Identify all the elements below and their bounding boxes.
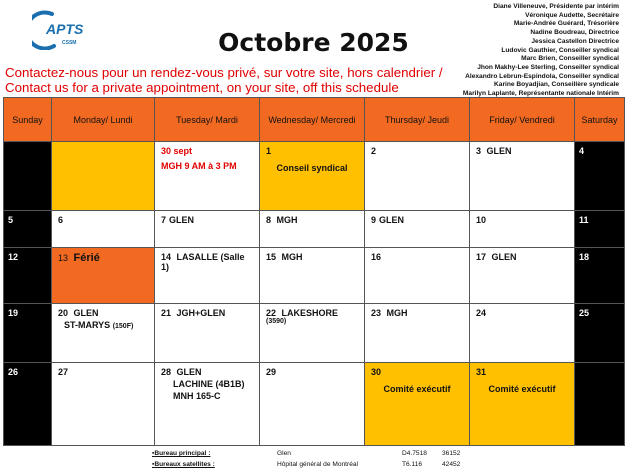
event-room: (3590) [266, 317, 287, 325]
board-member: Marie-Andrée Guérard, Trésorière [513, 20, 619, 28]
office-label: ▪Bureau principal : [152, 450, 211, 457]
day-cell-sunday: 5 [4, 211, 52, 248]
office-footer [152, 448, 622, 470]
office-row-main [152, 448, 622, 459]
office-extension: 42452 [442, 461, 461, 468]
day-cell [365, 303, 470, 363]
day-number: 8 [266, 215, 272, 226]
day-event: Conseil syndical [276, 163, 348, 173]
board-member: Jessica Castellon Directrice [531, 37, 619, 45]
holiday-label: Férié [73, 251, 100, 264]
event-location: ST-MARYS [64, 319, 111, 330]
office-site: Hôpital général de Montréal [277, 461, 359, 468]
board-member: Ludovic Gauthier, Conseiller syndical [501, 46, 619, 54]
day-cell-saturday: 4 [575, 142, 625, 211]
header-wednesday: Wednesday/ Mercredi [260, 98, 365, 142]
header-friday: Friday/ Vendredi [470, 98, 575, 142]
calendar-header-row [4, 98, 625, 142]
board-member: Marc Brien, Conseiller syndical [521, 55, 619, 63]
header-monday: Monday/ Lundi [52, 98, 155, 142]
day-cell [52, 303, 155, 363]
day-event: GLEN [379, 215, 405, 226]
day-cell-saturday: 11 [575, 211, 625, 248]
page-title: Octobre 2025 [218, 28, 409, 57]
board-member: Karine Boyadjian, Conseillère syndicale [494, 81, 619, 89]
day-cell-sunday: 12 [4, 247, 52, 303]
day-event: LASALLE (Salle 1) [161, 251, 245, 272]
day-event: GLEN [73, 307, 99, 318]
calendar-week [4, 211, 625, 248]
board-member: Alexandro Lebrun-Espindola, Conseiller syndical [465, 72, 619, 80]
header-tuesday: Tuesday/ Mardi [155, 98, 260, 142]
day-cell [470, 247, 575, 303]
day-number: 20 [58, 307, 69, 318]
day-event: MGH 9 AM à 3 PM [161, 161, 237, 171]
day-cell-sunday [4, 142, 52, 211]
day-cell [155, 303, 260, 363]
day-event: Comité exécutif [488, 384, 556, 395]
office-room: T6.116 [402, 461, 423, 468]
day-number: 23 [371, 307, 382, 318]
contact-text-en: Contact us for a private appointment, on your site, off this schedule [5, 80, 399, 95]
day-number: 17 [476, 251, 487, 262]
day-cell [365, 363, 470, 446]
day-event: MGH [386, 307, 408, 318]
board-members-list [463, 3, 619, 99]
day-cell [155, 247, 260, 303]
day-cell [260, 211, 365, 248]
day-number: 27 [58, 367, 69, 378]
day-event: MGH [281, 251, 303, 262]
day-cell [365, 247, 470, 303]
day-cell [155, 142, 260, 211]
svg-text:APTS: APTS [46, 21, 84, 37]
day-cell [470, 142, 575, 211]
day-event: MGH [276, 215, 298, 226]
day-event: JGH+GLEN [176, 307, 226, 318]
contact-text-fr: Contactez-nous pour un rendez-vous privé, sur votre site, hors calendrier / [5, 65, 443, 80]
day-cell [260, 247, 365, 303]
day-cell-sunday: 19 [4, 303, 52, 363]
calendar-week [4, 142, 625, 211]
day-cell [470, 363, 575, 446]
office-row-satellite [152, 459, 622, 470]
day-cell [260, 303, 365, 363]
day-number: 24 [476, 307, 487, 318]
day-event: GLEN [491, 251, 517, 262]
calendar-week [4, 247, 625, 303]
office-label: ▪Bureaux satellites : [152, 461, 215, 468]
day-cell-saturday: 25 [575, 303, 625, 363]
day-cell-empty [52, 142, 155, 211]
day-cell [52, 363, 155, 446]
day-number: 1 [266, 146, 272, 156]
day-number: 9 [371, 215, 377, 226]
day-event-secondary [64, 320, 148, 330]
day-cell [470, 303, 575, 363]
day-cell [260, 142, 365, 211]
day-cell [470, 211, 575, 248]
day-cell [260, 363, 365, 446]
day-number: 14 [161, 251, 172, 262]
day-event: GLEN [486, 146, 512, 156]
day-number: 7 [161, 215, 167, 226]
svg-text:CSSM: CSSM [62, 40, 77, 46]
day-number: 13 [58, 252, 69, 263]
board-member: Marilyn Laplante, Représentante nationale Intérim [462, 90, 619, 98]
day-cell [365, 142, 470, 211]
header-saturday: Saturday [575, 98, 625, 142]
calendar-grid [3, 97, 625, 446]
day-number: 29 [266, 367, 277, 378]
day-event: GLEN [169, 215, 195, 226]
day-number: 15 [266, 251, 277, 262]
day-cell [52, 211, 155, 248]
day-cell-sunday: 26 [4, 363, 52, 446]
day-event: MNH 165-C [173, 391, 221, 402]
day-event: LAKESHORE [281, 307, 339, 318]
office-extension: 36152 [442, 450, 461, 457]
calendar-week [4, 303, 625, 363]
day-number: 6 [58, 215, 64, 226]
day-number: 30 [371, 367, 382, 378]
day-number: 10 [476, 215, 487, 226]
day-cell [155, 363, 260, 446]
day-event: Comité exécutif [383, 384, 451, 395]
contact-notice [5, 65, 443, 95]
day-cell-saturday: 18 [575, 247, 625, 303]
calendar-week [4, 363, 625, 446]
day-number: 2 [371, 146, 377, 156]
day-number: 22 [266, 307, 277, 318]
board-member: Jhon Makhy-Lee Sterling, Conseiller syndical [477, 63, 619, 71]
event-room: (150F) [112, 322, 134, 330]
day-cell [155, 211, 260, 248]
day-cell [365, 211, 470, 248]
office-site: Glen [277, 450, 291, 457]
day-cell-saturday [575, 363, 625, 446]
day-event: GLEN [176, 367, 202, 378]
board-member: Véronique Audette, Secrétaire [525, 11, 619, 19]
day-number: 21 [161, 307, 172, 318]
day-number: 31 [476, 367, 487, 378]
day-number: 30 sept [161, 146, 193, 156]
header-thursday: Thursday/ Jeudi [365, 98, 470, 142]
day-number: 16 [371, 251, 382, 262]
header-sunday: Sunday [4, 98, 52, 142]
day-number: 3 [476, 146, 482, 156]
board-member: Nadine Boudreau, Directrice [530, 29, 619, 37]
board-member: Diane Villeneuve, Présidente par intérim [493, 3, 619, 10]
day-number: 28 [161, 367, 172, 378]
office-room: D4.7518 [402, 450, 427, 457]
day-cell-holiday [52, 247, 155, 303]
day-event: LACHINE (4B1B) [173, 379, 245, 390]
